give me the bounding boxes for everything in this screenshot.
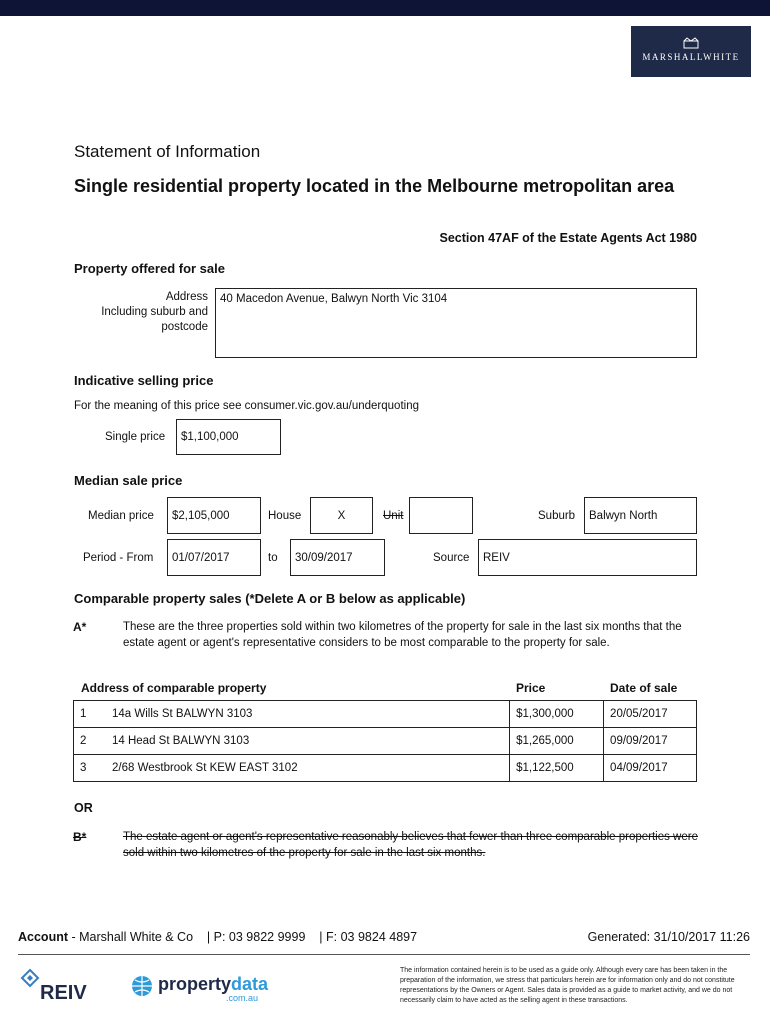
col-address-header: Address of comparable property bbox=[81, 681, 267, 695]
col-price-header: Price bbox=[516, 681, 546, 695]
period-from-label: Period - From bbox=[83, 552, 154, 564]
address-label-line-2: Including suburb and bbox=[101, 306, 208, 318]
or-label: OR bbox=[74, 801, 93, 815]
reiv-logo bbox=[18, 966, 98, 1008]
account-label: Account bbox=[18, 930, 68, 944]
propertydata-main: property bbox=[158, 974, 232, 994]
top-bar bbox=[0, 0, 770, 16]
suburb-field[interactable]: Balwyn North bbox=[584, 497, 697, 534]
property-heading: Property offered for sale bbox=[74, 261, 225, 276]
indicative-heading: Indicative selling price bbox=[74, 373, 214, 388]
row-address: 2/68 Westbrook St KEW EAST 3102 bbox=[112, 762, 298, 774]
date-cell: 09/09/2017 bbox=[604, 728, 697, 755]
disclaimer-text: The information contained herein is to be used as a guide only. Although every care has been taken in the preparation of the information, we stress that particulars herein are for information only and do not constitute representations by the Owners or Agent. Sales data is provided as a guide to market activity, and we do not necessarily claim to have acted as the selling agent in these transactions. bbox=[400, 967, 735, 1004]
period-to-field[interactable]: 30/09/2017 bbox=[290, 539, 385, 576]
house-label: House bbox=[268, 510, 302, 522]
price-cell: $1,265,000 bbox=[510, 728, 604, 755]
address-label-line-3: postcode bbox=[161, 321, 208, 333]
propertydata-text bbox=[158, 974, 268, 995]
source-field[interactable]: REIV bbox=[478, 539, 697, 576]
account-details: - Marshall White & Co | P: 03 9822 9999 | F: 03 9824 4897 bbox=[68, 930, 418, 944]
table-row bbox=[74, 701, 697, 728]
section-reference: Section 47AF of the Estate Agents Act 1980 bbox=[439, 231, 697, 245]
propertydata-domain: .com.au bbox=[226, 993, 259, 1003]
single-price-field[interactable]: $1,100,000 bbox=[176, 419, 281, 455]
source-label: Source bbox=[433, 552, 470, 564]
account-info bbox=[18, 930, 417, 944]
address-cell bbox=[74, 728, 510, 755]
period-from-field[interactable]: 01/07/2017 bbox=[167, 539, 261, 576]
underquoting-note: For the meaning of this price see consumer.vic.gov.au/underquoting bbox=[74, 400, 419, 412]
building-icon bbox=[631, 37, 751, 49]
median-heading: Median sale price bbox=[74, 473, 183, 488]
generated-timestamp: Generated: 31/10/2017 11:26 bbox=[587, 930, 750, 944]
unit-field[interactable] bbox=[409, 497, 473, 534]
address-field[interactable]: 40 Macedon Avenue, Balwyn North Vic 3104 bbox=[215, 288, 697, 358]
median-price-field[interactable]: $2,105,000 bbox=[167, 497, 261, 534]
comparable-heading: Comparable property sales (*Delete A or B below as applicable) bbox=[74, 591, 466, 606]
median-price-label: Median price bbox=[88, 510, 154, 522]
reiv-text: REIV bbox=[40, 982, 87, 1004]
address-label bbox=[60, 290, 208, 335]
row-number: 2 bbox=[80, 735, 87, 747]
house-field[interactable]: X bbox=[310, 497, 373, 534]
table-row bbox=[74, 755, 697, 782]
option-a-text: These are the three properties sold within two kilometres of the property for sale in the last six months that the estate agent or agent's representative considers to be most comparable to the property for sale. bbox=[123, 621, 682, 649]
single-price-label: Single price bbox=[105, 431, 166, 443]
row-number: 3 bbox=[80, 762, 87, 774]
row-address: 14 Head St BALWYN 3103 bbox=[112, 735, 250, 747]
option-a-label: A* bbox=[73, 620, 87, 634]
logo-text: MARSHALLWHITE bbox=[642, 52, 740, 62]
address-label-line-1: Address bbox=[165, 291, 208, 303]
address-cell bbox=[74, 701, 510, 728]
propertydata-logo bbox=[130, 972, 290, 1008]
date-cell: 04/09/2017 bbox=[604, 755, 697, 782]
col-date-header: Date of sale bbox=[610, 681, 678, 695]
price-cell: $1,300,000 bbox=[510, 701, 604, 728]
table-row bbox=[74, 728, 697, 755]
unit-label: Unit bbox=[383, 510, 404, 522]
option-b-text: The estate agent or agent's representative reasonably believes that fewer than three comparable properties were sold within two kilometres of the property for sale in the last six months. bbox=[123, 831, 698, 859]
suburb-label: Suburb bbox=[538, 510, 576, 522]
price-cell: $1,122,500 bbox=[510, 755, 604, 782]
marshall-white-logo bbox=[631, 26, 751, 77]
period-to-label: to bbox=[268, 552, 278, 564]
propertydata-globe-icon bbox=[130, 974, 154, 998]
footer-divider bbox=[18, 954, 750, 955]
propertydata-accent: data bbox=[231, 974, 269, 994]
address-cell bbox=[74, 755, 510, 782]
statement-heading: Statement of Information bbox=[74, 142, 261, 161]
page-title: Single residential property located in the Melbourne metropolitan area bbox=[74, 176, 675, 196]
date-cell: 20/05/2017 bbox=[604, 701, 697, 728]
comparable-table bbox=[73, 700, 697, 782]
row-number: 1 bbox=[80, 708, 87, 720]
row-address: 14a Wills St BALWYN 3103 bbox=[112, 708, 253, 720]
option-b-label: B* bbox=[73, 830, 87, 844]
